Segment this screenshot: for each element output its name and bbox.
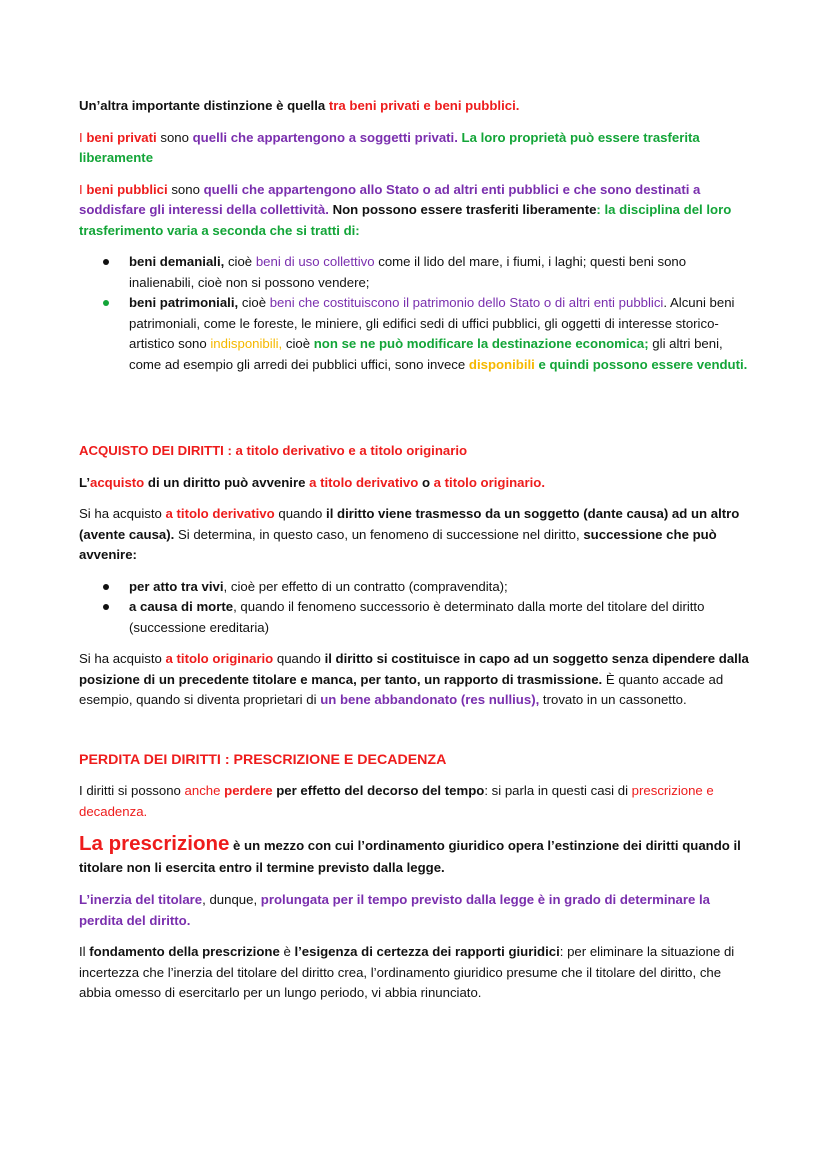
text: cioè (224, 254, 256, 269)
inerzia-paragraph (79, 890, 749, 931)
definition: è un mezzo con cui l’ordinamento giuridico opera l’estinzione dei diritti quando il titolare non li esercita entro il termine previsto dalla legge. (79, 838, 741, 875)
term-indisponibili: indisponibili, (210, 336, 283, 351)
text: . Alcuni beni patrimoniali, come le foreste, le miniere, gli edifici sedi di uffici pubblici, gli oggetti di interesse storico-artistico sono (129, 295, 735, 351)
intro-highlight: tra beni privati e beni pubblici. (328, 98, 520, 113)
note: la disciplina del loro trasferimento varia a seconda che si tratti di: (79, 202, 732, 238)
intro-text: Un’altra importante distinzione è quella (79, 98, 329, 113)
text: , cioè per effetto di un contratto (compravendita); (223, 578, 508, 594)
list-item-patrimoniali (79, 293, 749, 375)
example: un bene abbandonato (res nullius), (320, 692, 540, 707)
successione-list (79, 577, 749, 639)
definition: quelli che appartengono a soggetti privati. (192, 129, 458, 145)
text: : per eliminare la situazione di incertezza che l’inerzia del titolare del diritto crea, l’ordinamento giuridico presume che il titolare del diritto, che abbia omesso di esercitarlo per un lungo periodo, vi abbia rinunciato. (79, 944, 735, 1000)
definition: quelli che appartengono allo Stato o ad altri enti pubblici e che sono destinati a soddisfare gli interessi della collettività. (79, 181, 701, 217)
acquisto-paragraph-2 (79, 504, 749, 566)
text: I (79, 129, 87, 145)
text: Si ha acquisto (79, 651, 166, 666)
text: sono (156, 129, 193, 145)
term: per atto tra vivi (129, 578, 224, 594)
text: L’ (79, 474, 90, 490)
colon: : (596, 202, 605, 217)
text: trovato in un cassonetto. (539, 692, 687, 707)
perdita-paragraph-1 (79, 781, 749, 822)
term-inerzia: L’inerzia del titolare (79, 892, 203, 907)
term-derivativo: a titolo derivativo (309, 474, 419, 490)
list-item (79, 597, 749, 638)
fondamento-paragraph (79, 942, 749, 1004)
text: È quanto accade ad esempio, quando si diventa proprietari di (79, 671, 724, 707)
bullet-icon (103, 584, 109, 590)
term-originario: a titolo originario (165, 651, 274, 666)
beni-privati-paragraph (79, 128, 749, 169)
term-beni-pubblici: beni pubblici (86, 181, 168, 197)
definition: il diritto si costituisce in capo ad un soggetto senza dipendere dalla posizione di un precedente titolare e manca, per tanto, un rapporto di trasmissione. (79, 651, 749, 687)
text: gli altri beni, come ad esempio gli arredi dei pubblici uffici, sono invece (129, 336, 723, 372)
prescrizione-paragraph (79, 833, 749, 879)
text: come il lido del mare, i fiumi, i laghi; questi beni sono inalienabili, cioè non si possono vendere; (129, 254, 687, 290)
text: : si parla in questi casi di (484, 783, 632, 798)
section-spacer (79, 722, 749, 750)
text: cioè (238, 295, 270, 310)
note: non se ne può modificare la destinazione economica; (313, 336, 649, 351)
text: , quando il fenomeno successorio è determinato dalla morte del titolare del diritto (successione ereditaria) (129, 599, 705, 635)
term: a causa di morte (129, 599, 234, 614)
statement: prolungata per il tempo previsto dalla legge è in grado di determinare la perdita del diritto. (79, 892, 711, 928)
term-acquisto: acquisto (90, 474, 145, 490)
term: beni patrimoniali, (129, 295, 239, 310)
intro-paragraph (79, 96, 749, 117)
document-content (79, 96, 749, 1015)
acquisto-heading: ACQUISTO DEI DIRITTI : a titolo derivativo e a titolo originario (79, 443, 468, 458)
term-beni-privati: beni privati (86, 129, 157, 145)
term-disponibili: disponibili (468, 356, 535, 372)
statement: per effetto del decorso del tempo (272, 783, 485, 798)
note: La loro proprietà può essere trasferita liberamente (79, 129, 700, 165)
beni-pubblici-list (79, 252, 749, 375)
text: di un diritto può avvenire (144, 474, 310, 490)
bullet-icon (103, 300, 109, 306)
highlight: prescrizione e decadenza. (79, 783, 714, 819)
text: Si determina, in questo caso, un fenomeno di successione nel diritto, (174, 526, 584, 542)
definition: il diritto viene trasmesso da un soggetto (dante causa) ad un altro (avente causa). (79, 506, 740, 542)
text: sono (167, 181, 204, 197)
text: quando (273, 651, 325, 666)
definition: beni di uso collettivo (255, 254, 375, 269)
statement: Non possono essere trasferiti liberamente (328, 202, 597, 217)
acquisto-paragraph-1 (79, 473, 749, 494)
text: quando (274, 506, 327, 521)
term-fondamento: fondamento della prescrizione (89, 944, 280, 959)
term-derivativo: a titolo derivativo (165, 506, 275, 521)
definition: beni che costituiscono il patrimonio dello Stato o di altri enti pubblici (269, 295, 664, 310)
text: I diritti si possono (79, 783, 185, 798)
text: I (79, 181, 87, 197)
text: è (279, 944, 295, 959)
text: , dunque, (202, 892, 261, 907)
term-perdere: perdere (224, 783, 273, 798)
note: e quindi possono essere venduti. (534, 356, 748, 372)
term: beni demaniali, (129, 254, 225, 269)
list-item (79, 577, 749, 598)
text: Il (79, 944, 90, 959)
text: Si ha acquisto (79, 506, 166, 521)
text: cioè (282, 336, 314, 351)
bullet-icon (103, 259, 109, 265)
text: o (418, 474, 434, 490)
term-originario: a titolo originario. (433, 474, 546, 490)
bullet-icon (103, 604, 109, 610)
section-spacer (79, 386, 749, 441)
highlight: anche (184, 783, 221, 798)
perdita-heading: PERDITA DEI DIRITTI : PRESCRIZIONE E DECADENZA (79, 751, 447, 768)
statement: l’esigenza di certezza dei rapporti giuridici (294, 944, 560, 959)
acquisto-paragraph-3 (79, 649, 749, 711)
term-prescrizione: La prescrizione (79, 832, 230, 855)
statement: successione che può avvenire: (79, 526, 717, 562)
beni-pubblici-paragraph (79, 180, 749, 242)
list-item-demaniali (79, 252, 749, 293)
